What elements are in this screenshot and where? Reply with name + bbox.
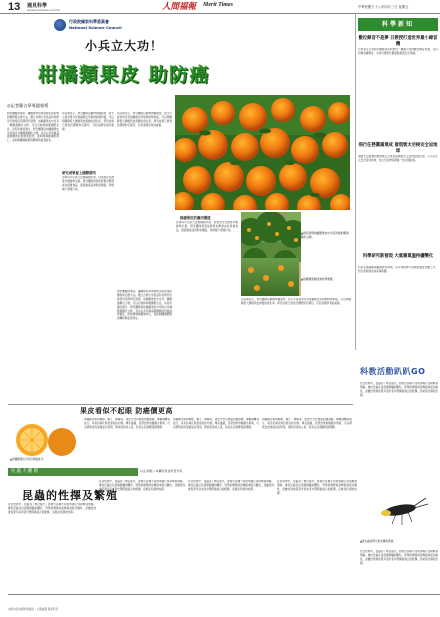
orchard-detail-photo <box>241 258 299 296</box>
feature-body-col2: 何其儻表示，研究團隊以動物實驗證實，給予小鼠食用含有柑橘果皮萃取物的飼料後，可以明顯降低大腸癌與皮膚癌的發生率。研究成果已發表於國際知名期刊，引起各國學者的重視。 <box>62 112 114 131</box>
column-note: ◎文/周稔 / 本欄作者為科普作家 <box>140 469 183 473</box>
middle-body-col3: 柑橘類水果如柳橙、橘子、檸檬等，果皮中含有豐富的類黃酮、檸檬油精等成分，具有抗氧化與抗發炎的功效。專家建議，民眾食用柑橘類水果時，可以將果皮洗淨後加以利用，例如泡茶或入菜，但需注意農藥殘留問題。 <box>262 418 352 429</box>
sidebar-story-2-head: 飛行任務圓滿達成 發現號太空梭安全返地球 <box>358 143 438 154</box>
promo-body: 在自然界中，昆蟲為了繁衍後代，發展出各種不同的求偶行為與繁殖策略。雄性昆蟲往往透過鮮豔的體色、特殊的鳴聲或是舞蹈來吸引雌性，而雌性則會從眾多追求者中選擇最適合的配偶，這就是所謂的性擇。 <box>360 382 438 397</box>
feature-body-col2b: 台灣每年生產大量柑橘類水果，但果皮往往被當作廢棄物丟棄。研究團隊希望能將果皮開發成為保健食品，提高農產品的附加價值，同時減少環境污染。 <box>62 176 114 191</box>
citrus-halves-photo <box>10 418 80 460</box>
sidebar-story-2-body: 美國太空總署的發現號太空梭完成國際太空站的組裝任務，七名太空人安全返回地球，為太空站增添最後一組太陽能板。 <box>358 155 438 162</box>
headline-title: 柑橘類果皮 助防癌 <box>38 64 211 86</box>
promo-body-2: 在自然界中，昆蟲為了繁衍後代，發展出各種不同的求偶行為與繁殖策略。雄性昆蟲往往透過鮮豔的體色、特殊的鳴聲或是舞蹈來吸引雌性，而雌性則會從眾多追求者中選擇最適合的配偶，這就是所謂的性擇。 <box>360 550 438 565</box>
feature-body-col4: 台灣每年生產大量柑橘類水果，但果皮往往被當作廢棄物丟棄。研究團隊希望能將果皮開發成為保健食品，提高農產品的附加價值，同時減少環境污染。 <box>176 221 238 232</box>
photo-caption-2: ▲柑橘類果樹成熟結實纍纍。 <box>301 277 336 281</box>
insect-body-col1: 在自然界中，昆蟲為了繁衍後代，發展出各種不同的求偶行為與繁殖策略。雄性昆蟲往往透過鮮豔的體色、特殊的鳴聲或是舞蹈來吸引雌性，而雌性則會從眾多追求者中選擇最適合的配偶，這就是所謂的性擇。 <box>8 503 96 514</box>
sidebar-story-3-head: 科學研究新發現 大氣層氣溫持續變化 <box>362 254 434 259</box>
nsc-badge <box>54 17 154 33</box>
middle-heading: 果皮看似不起眼 防癌價更高 <box>80 407 173 415</box>
sidebar-story-3-body: 科學家透過衛星觀測資料發現，近年來地球大氣層的溫度持續上升，對全球氣候造成深遠影響。 <box>358 266 438 273</box>
subhead-2: 推廣果皮的應用價值 <box>180 216 211 220</box>
feature-body-col1: 對抗腫瘤的進步，讓國際科技界發展出新的預防藥物與治療方法。國立台灣大學食品科技研究所教授何其儻研究發現，柑橘類果皮中含有一種類黃酮化合物，可以有效抑制癌細胞生長，具有防癌的潛力。研究團隊從柑橘類果皮中萃取出多種類黃酮化合物，其中以多甲氧基黃酮類的抗癌效果最佳，能夠誘導癌細胞凋亡，並抑制腫瘤細胞的轉移與血管新生。 <box>7 112 59 143</box>
nsc-name-en: National Science Council <box>69 25 122 30</box>
firefly-caption: ▲螢火蟲的閃光是求偶的訊號。 <box>360 540 396 543</box>
sidebar-story-1-body: 日本東京大學研究團隊成功研發出一種超小型的數位錄音裝置，可以記錄各種聲音，未來可應用於醫療監測與安全領域。 <box>358 48 438 55</box>
firefly-photo <box>360 480 438 540</box>
newspaper-logo: 人間福報 <box>162 2 197 12</box>
insect-title: 昆蟲的性擇及繁殖 <box>22 489 118 502</box>
middle-body-col1: 柑橘類水果如柳橙、橘子、檸檬等，果皮中含有豐富的類黃酮、檸檬油精等成分，具有抗氧化與抗發炎的功效。專家建議，民眾食用柑橘類水果時，可以將果皮洗淨後加以利用，例如泡茶或入菜，但需注意農藥殘留問題。 <box>84 418 170 429</box>
column-bar <box>8 468 138 476</box>
headline-kicker: 小兵立大功！ <box>85 39 164 53</box>
feature-body-col3b: 對抗腫瘤的進步，讓國際科技界發展出新的預防藥物與治療方法。國立台灣大學食品科技研究所教授何其儻研究發現，柑橘類果皮中含有一種類黃酮化合物，可以有效抑制癌細胞生長，具有防癌的潛力。研究團隊從柑橘類果皮中萃取出多種類黃酮化合物，其中以多甲氧基黃酮類的抗癌效果最佳，能夠誘導癌細胞凋亡，並抑制腫瘤細胞的轉移與血管新生。 <box>117 290 172 321</box>
sidebar-story-1-head: 數位錄音不是夢 日教授打造世界最小錄音機 <box>358 36 438 47</box>
subhead-1: 研究成果登上國際期刊 <box>62 171 96 175</box>
nsc-logo-icon <box>54 19 66 31</box>
middle-caption: ▲柑橘類果皮中含有防癌成分。 <box>10 458 46 461</box>
masthead <box>0 0 440 14</box>
feature-body-col3: 何其儻表示，研究團隊以動物實驗證實，給予小鼠食用含有柑橘果皮萃取物的飼料後，可以明顯降低大腸癌與皮膚癌的發生率。研究成果已發表於國際知名期刊，引起各國學者的重視。 <box>117 112 172 127</box>
middle-body-col2: 柑橘類水果如柳橙、橘子、檸檬等，果皮中含有豐富的類黃酮、檸檬油精等成分，具有抗氧化與抗發炎的功效。專家建議，民眾食用柑橘類水果時，可以將果皮洗淨後加以利用，例如泡茶或入菜，但需注意農藥殘留問題。 <box>173 418 259 429</box>
page-footer <box>8 594 440 611</box>
byline: ◎記者羅吉華專題報導 <box>7 103 49 108</box>
sidebar-banner: 科學新知 <box>358 18 438 31</box>
section-name: 週見科學 <box>27 3 48 9</box>
nsc-name-cn: 行政院國家科學委員會 <box>69 19 109 24</box>
page-number: 13 <box>8 1 21 13</box>
sidebar-promo[interactable]: 科教活動趴趴GO <box>360 367 426 376</box>
newspaper-logo-en: Merit Times <box>203 2 233 8</box>
feature-body-col5: 何其儻表示，研究團隊以動物實驗證實，給予小鼠食用含有柑橘果皮萃取物的飼料後，可以明顯降低大腸癌與皮膚癌的發生率。研究成果已發表於國際知名期刊，引起各國學者的重視。 <box>241 298 351 305</box>
footer-text: 本版內容由國科會提供｜人間福報 週見科學 <box>8 608 59 611</box>
issue-date: 中華民國九十八年四月三日 星期五 <box>358 5 409 9</box>
insect-body-col3: 在自然界中，昆蟲為了繁衍後代，發展出各種不同的求偶行為與繁殖策略。雄性昆蟲往往透過鮮豔的體色、特殊的鳴聲或是舞蹈來吸引雌性，而雌性則會從眾多追求者中選擇最適合的配偶，這就是所謂的性擇。 <box>188 480 274 491</box>
site-url[interactable]: www.meritimes.com.tw <box>27 8 60 12</box>
column-label: 昆 蟲 大 觀 園 <box>11 469 38 474</box>
insect-body-col4: 在自然界中，昆蟲為了繁衍後代，發展出各種不同的求偶行為與繁殖策略。雄性昆蟲往往透過鮮豔的體色、特殊的鳴聲或是舞蹈來吸引雌性，而雌性則會從眾多追求者中選擇最適合的配偶，這就是所謂的性擇。 <box>277 480 357 495</box>
citrus-photo <box>175 95 350 210</box>
divider <box>8 404 353 405</box>
insect-body-col2: 在自然界中，昆蟲為了繁衍後代，發展出各種不同的求偶行為與繁殖策略。雄性昆蟲往往透過鮮豔的體色、特殊的鳴聲或是舞蹈來吸引雌性，而雌性則會從眾多追求者中選擇最適合的配偶，這就是所謂的性擇。 <box>99 480 185 491</box>
photo-caption-1: ▲研究發現柑橘類果皮中含有防癌的類黃酮化合物。 <box>301 231 349 239</box>
